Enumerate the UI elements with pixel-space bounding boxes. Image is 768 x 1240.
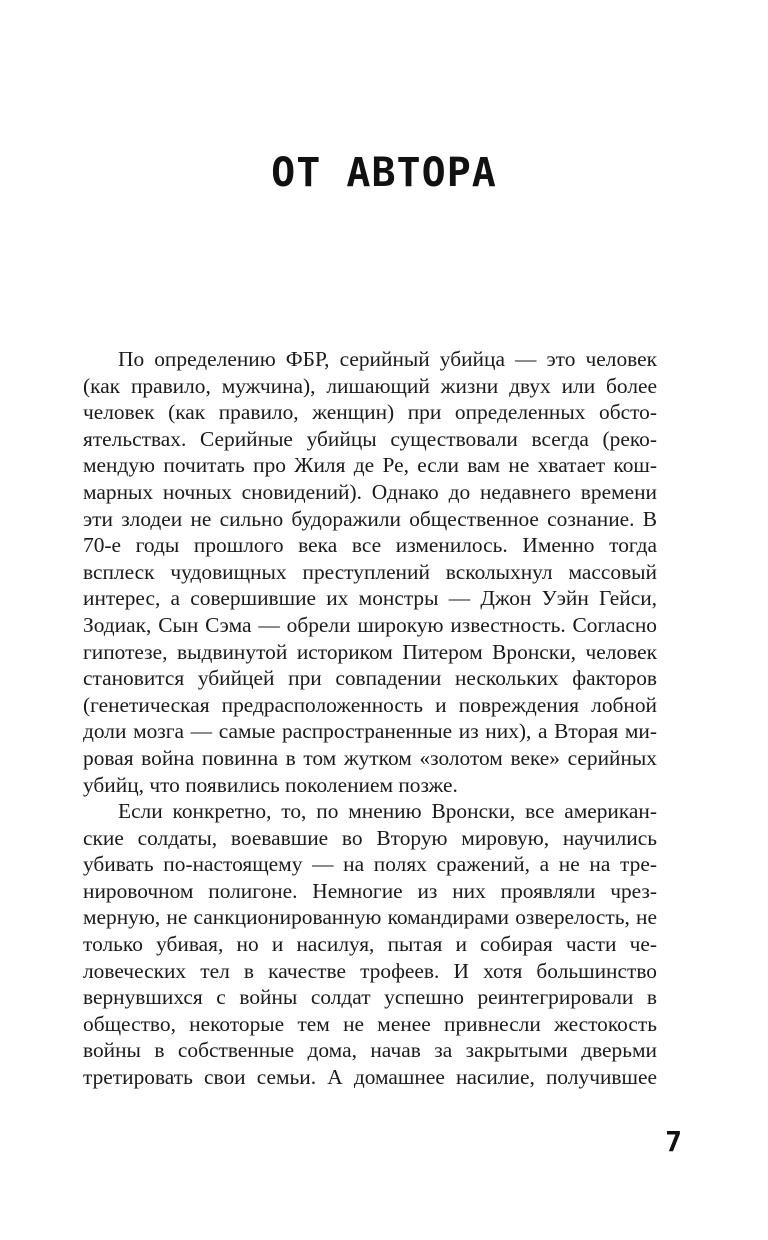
page-number: 7	[665, 1125, 682, 1158]
paragraph-2: Если конкретно, то, по мнению Вронски, все американские солдаты, воевавшие во Вторую мировую, научились убивать по-настоящему — на полях сражений, а не на тренировочном полигоне. Немногие из них проявляли чрезмерную, не санкционированную командирами озверелость, не только убивая, но и насилуя, пытая и собирая части человеческих тел в качестве трофеев. И хотя большинство вернувшихся с войны солдат успешно реинтегрировали в общество, некоторые тем не менее привнесли жестокость войны в собственные дома, начав за закрытыми дверьми третировать свои семьи. А домашнее насилие, получившее	[83, 799, 657, 1090]
paragraph-1: По определению ФБР, серийный убийца — это человек (как правило, мужчина), лишающий жизни двух или более человек (как правило, женщин) при определенных обстоятельствах. Серийные убийцы существовали всегда (рекомендую почитать про Жиля де Ре, если вам не хватает кошмарных ночных сновидений). Однако до недавнего времени эти злодеи не сильно будоражили общественное сознание. В 70-е годы прошлого века все изменилось. Именно тогда всплеск чудовищных преступлений всколыхнул массовый интерес, а совершившие их монстры — Джон Уэйн Гейси, Зодиак, Сын Сэма — обрели широкую известность. Согласно гипотезе, выдвинутой историком Питером Вронски, человек становится убийцей при совпадении нескольких факторов (генетическая предрасположенность и повреждения лобной доли мозга — самые распространенные из них), а Вторая мировая война повинна в том жутком «золотом веке» серийных убийц, что появились поколением позже.	[83, 347, 657, 797]
chapter-body	[83, 346, 657, 1091]
chapter-title: ОТ АВТОРА	[271, 150, 497, 196]
